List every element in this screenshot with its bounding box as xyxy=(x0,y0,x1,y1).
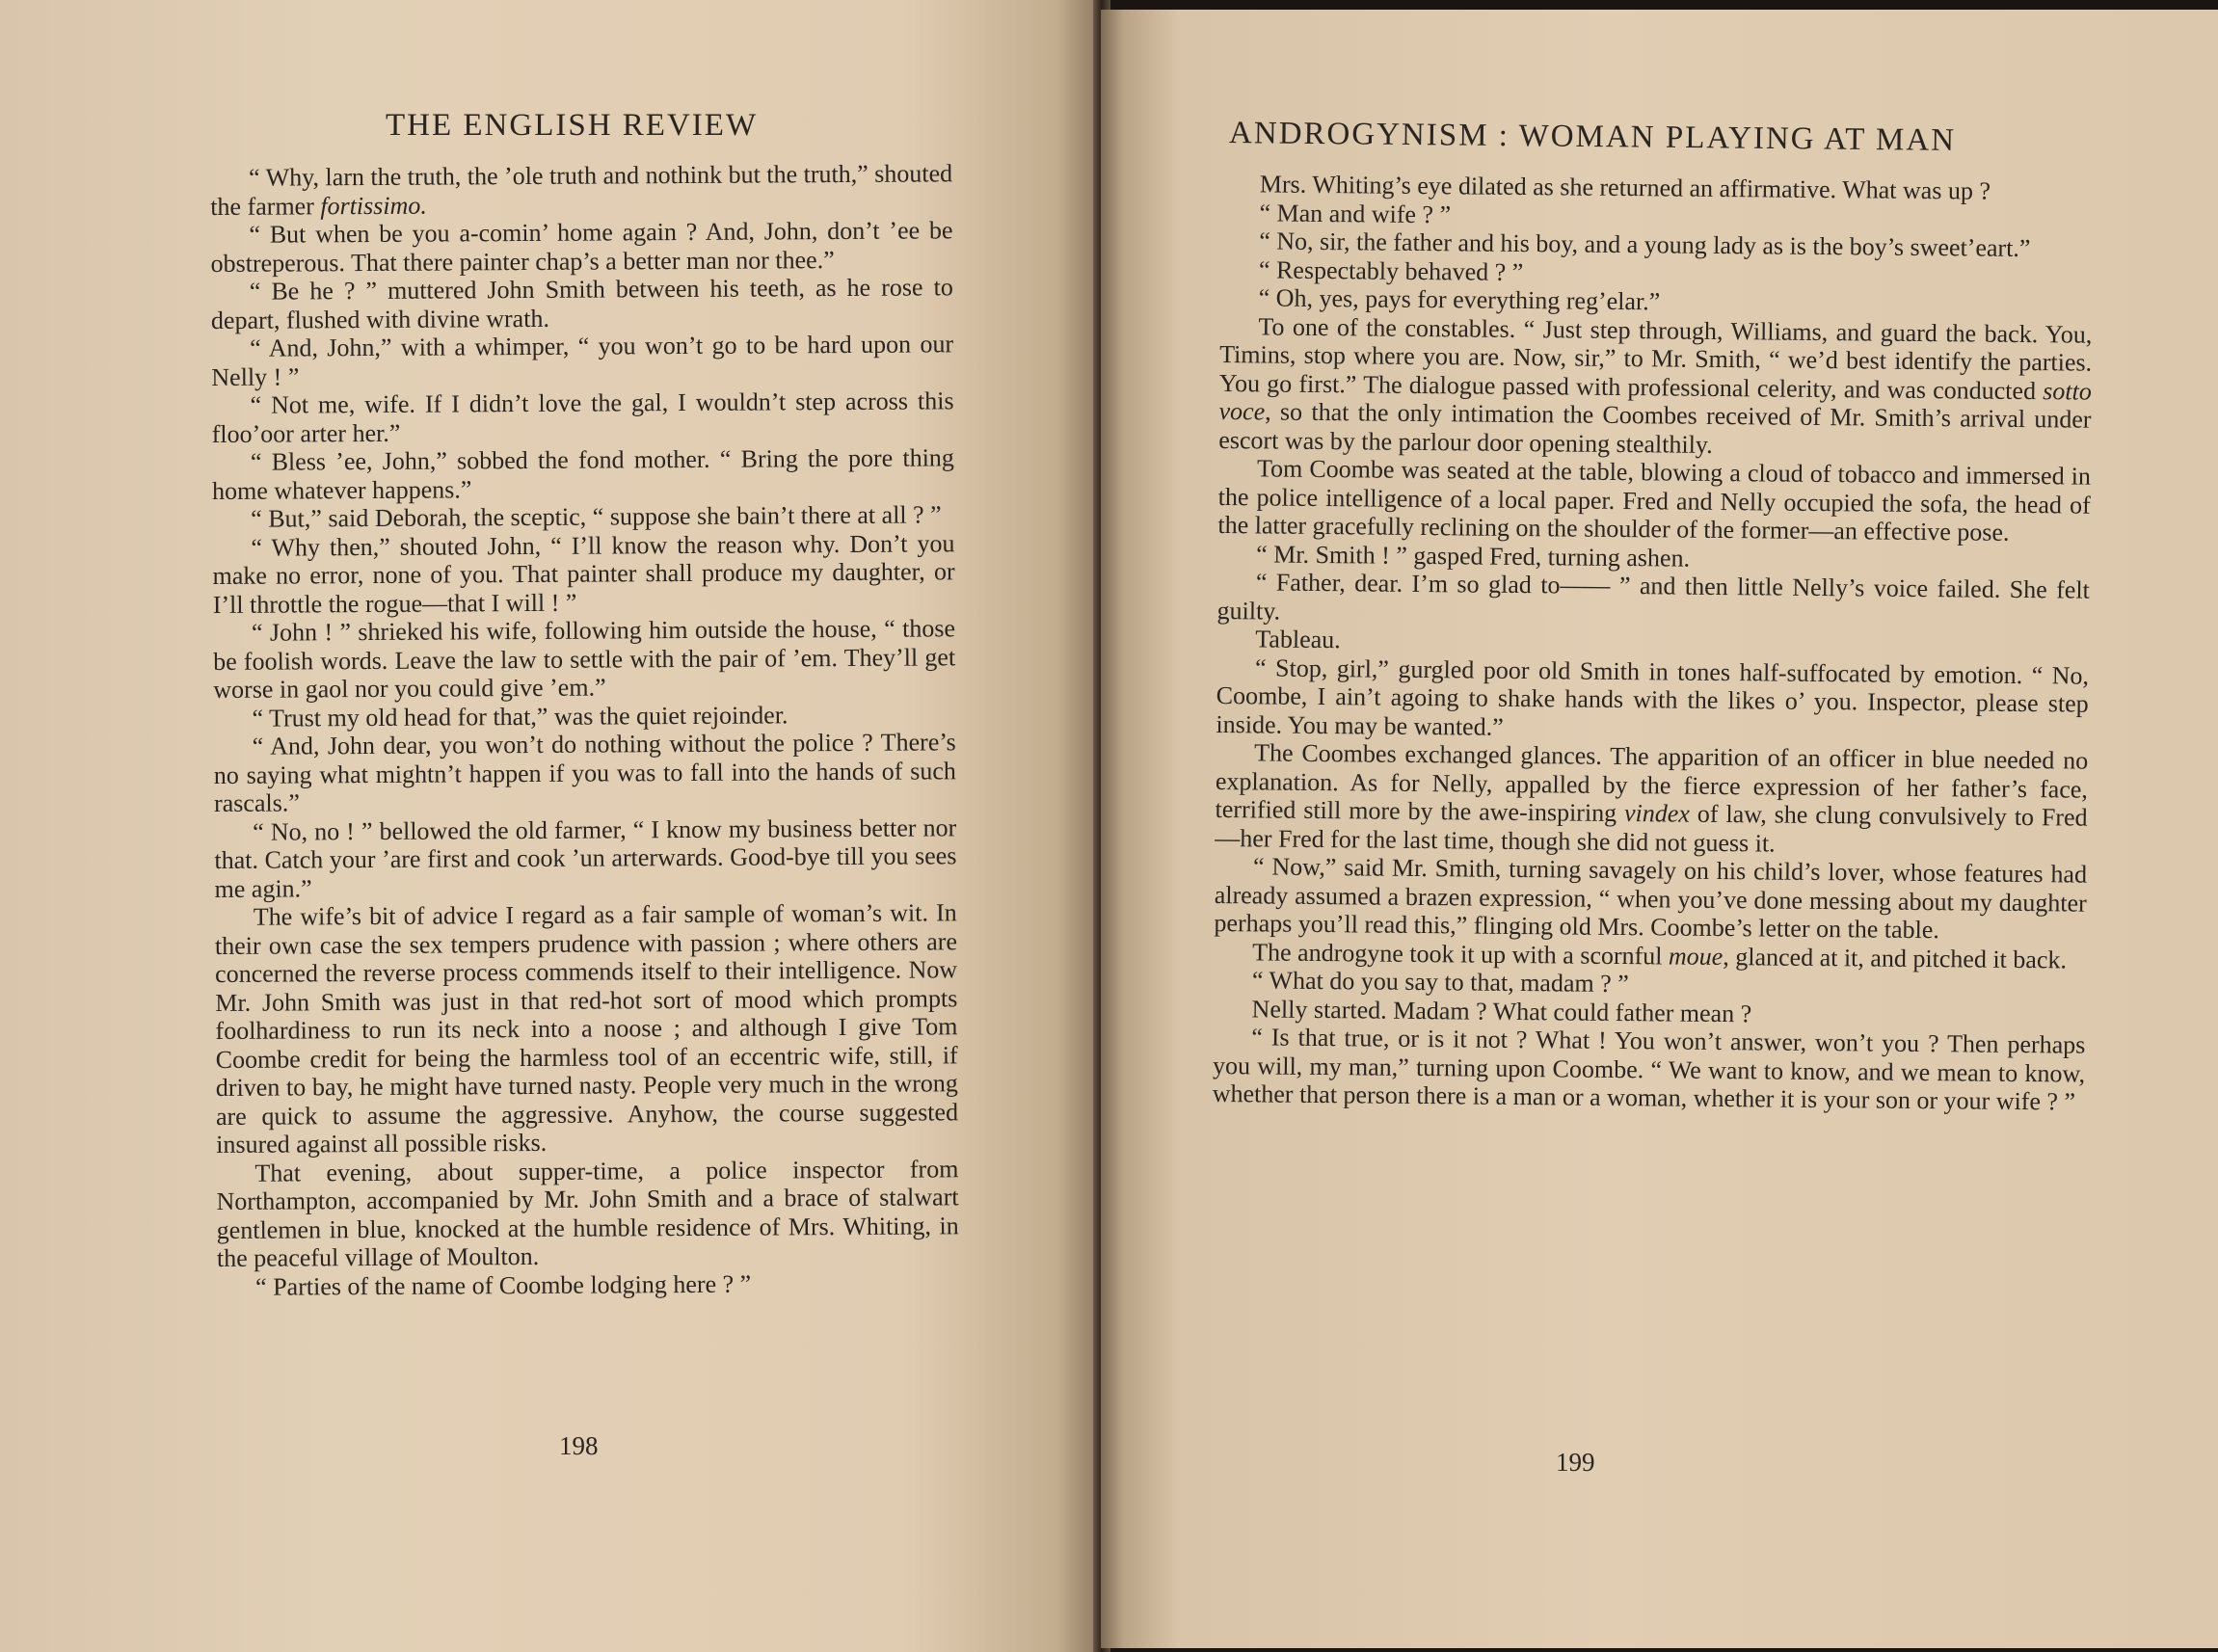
italic-text: moue xyxy=(1668,941,1724,971)
text-run: “ Father, dear. I’m so glad to—— ” and then little Nelly’s voice failed. She felt guilty. xyxy=(1216,568,2090,626)
text-run: Mrs. Whiting’s eye dilated as she returned an affirmative. What was up ? xyxy=(1259,170,1991,205)
right-page xyxy=(1101,10,2218,1648)
paragraph xyxy=(212,443,954,505)
text-run: “ John ! ” shrieked his wife, following him outside the house, “ those be foolish words. Leave the law to settle with the pair of ’em. They’ll get worse in gaol nor you could give ’em.” xyxy=(213,614,956,704)
text-run: “ But,” said Deborah, the sceptic, “ suppose she bain’t there at all ? ” xyxy=(251,500,942,533)
page-number-left: 198 xyxy=(559,1431,599,1460)
paragraph xyxy=(210,159,952,221)
left-page xyxy=(0,0,1101,1652)
paragraph xyxy=(1217,454,2091,547)
text-run: “ Respectably behaved ? ” xyxy=(1258,254,1524,286)
text-run: , so that the only intimation the Coombes received of Mr. Smith’s arrival under escort was by the parlour door opening stealthily. xyxy=(1218,397,2092,459)
text-run: To one of the constables. “ Just step through, Williams, and guard the back. You, Timins, stop where you are. Now, sir,” to Mr. Smith, “ we’d best identify the parties. You go first.” The dialogue passed with professional celerity, and was conducted xyxy=(1218,311,2093,405)
paragraph xyxy=(212,500,954,533)
text-run: “ Mr. Smith ! ” gasped Fred, turning ashen. xyxy=(1256,539,1691,573)
paragraph xyxy=(213,700,955,733)
italic-text: vindex xyxy=(1623,799,1691,828)
text-run: “ Be he ? ” muttered John Smith between his teeth, as he rose to depart, flushed with divine wrath. xyxy=(210,273,953,334)
paragraph xyxy=(1214,852,2087,946)
paragraph xyxy=(214,813,957,903)
text-run: “ Bless ’ee, John,” sobbed the fond mother. “ Bring the pore thing home whatever happens.” xyxy=(211,443,954,505)
italic-text: sotto voce xyxy=(1218,376,2092,426)
right-page-body xyxy=(1213,170,2094,1116)
paragraph xyxy=(1213,1023,2086,1116)
text-run: “ Now,” said Mr. Smith, turning savagely on his child’s lover, whose features had already assumed a brazen expression, “ when you’ve done messing about my daughter perhaps you’ll read this,” flinging old Mrs. Coombe’s letter on the table. xyxy=(1214,852,2088,945)
paragraph xyxy=(1218,311,2092,462)
text-run: of law, she clung convulsively to Fred—her Fred for the last time, though she did not guess it. xyxy=(1215,799,2088,858)
text-run: “ Man and wife ? ” xyxy=(1259,198,1452,228)
paragraph xyxy=(210,216,952,278)
paragraph xyxy=(1215,738,2088,861)
text-run: “ And, John,” with a whimper, “ you won’t go to be hard upon our Nelly ! ” xyxy=(211,330,954,391)
text-run: “ Why, larn the truth, the ’ole truth and nothink but the truth,” shouted the farmer xyxy=(210,159,953,221)
text-run: “ No, no ! ” bellowed the old farmer, “ I know my business better nor that. Catch your ’are first and cook ’un arterwards. Good-bye till you sees me agin.” xyxy=(214,813,957,903)
page-number-right: 199 xyxy=(1556,1448,1595,1477)
paragraph xyxy=(214,728,957,817)
paragraph xyxy=(213,614,956,704)
text-run: “ Trust my old head for that,” was the quiet rejoinder. xyxy=(252,700,788,733)
text-run: “ But when be you a-comin’ home again ? And, John, don’t ’ee be obstreperous. That there painter chap’s a better man nor thee.” xyxy=(210,216,953,278)
paragraph xyxy=(211,330,953,391)
text-run: “ And, John dear, you won’t do nothing without the police ? There’s no saying what mightn’t happen if you was to fall into the hands of such rascals.” xyxy=(213,728,956,817)
paragraph xyxy=(215,898,959,1159)
left-page-body xyxy=(210,159,959,1301)
paragraph xyxy=(1216,653,2089,746)
text-run: “ Oh, yes, pays for everything reg’elar.” xyxy=(1258,283,1661,316)
text-run: Tom Coombe was seated at the table, blowing a cloud of tobacco and immersed in the police intelligence of a local paper. Fred and Nelly occupied the sofa, the head of the latter gracefully reclining on the shoulder of the former—an effective pose. xyxy=(1217,454,2092,546)
running-head-right: ANDROGYNISM : WOMAN PLAYING AT MAN xyxy=(1228,116,1957,158)
text-run: “ No, sir, the father and his boy, and a young lady as is the boy’s sweet’eart.” xyxy=(1259,226,2031,263)
text-run: Tableau. xyxy=(1255,625,1341,654)
paragraph xyxy=(1216,568,2090,633)
text-run: “ Parties of the name of Coombe lodging here ? ” xyxy=(255,1269,752,1301)
paragraph xyxy=(216,1155,959,1273)
text-run: “ Not me, wife. If I didn’t love the gal, I wouldn’t step across this floo’oor arter her.” xyxy=(211,386,954,448)
paragraph xyxy=(217,1268,959,1301)
text-run: , glanced at it, and pitched it back. xyxy=(1723,942,2068,973)
text-run: The wife’s bit of advice I regard as a fair sample of woman’s wit. In their own case the sex tempers prudence with passion ; where others are concerned the reverse process commends itself to their intelligence. Now Mr. John Smith was just in that red-hot sort of mood which prompts foolhardiness to run its neck into a noose ; and although I give Tom Coombe credit for being the harmless tool of an eccentric wife, still, if driven to bay, he might have turned nasty. People very much in the wrong are quick to assume the aggressive. Anyhow, the course suggested insured against all possible risks. xyxy=(214,898,959,1159)
text-run: “ Is that true, or is it not ? What ! You won’t answer, won’t you ? Then perhaps you will, my man,” turning upon Coombe. “ We want to know, and we mean to know, whether that person there is a man or a woman, whether it is your son or your wife ? ” xyxy=(1212,1023,2086,1116)
text-run: “ What do you say to that, madam ? ” xyxy=(1251,966,1629,999)
paragraph xyxy=(212,529,955,619)
text-run: The androgyne took it up with a scornful xyxy=(1252,937,1670,970)
text-run: “ Stop, girl,” gurgled poor old Smith in tones half-suffocated by emotion. “ No, Coombe, I ain’t agoing to shake hands with the likes o’ you. Inspector, please step inside. You may be wanted.” xyxy=(1216,653,2090,741)
text-run: Nelly started. Madam ? What could father mean ? xyxy=(1251,994,1752,1027)
paragraph xyxy=(211,386,953,448)
text-run: “ Why then,” shouted John, “ I’ll know the reason why. Don’t you make no error, none of you. That painter shall produce my daughter, or I’ll throttle the rogue—that I will ! ” xyxy=(212,528,955,619)
running-head-left: THE ENGLISH REVIEW xyxy=(386,108,759,143)
paragraph xyxy=(211,273,953,334)
italic-text: fortissimo. xyxy=(320,191,427,220)
text-run: That evening, about supper-time, a police inspector from Northampton, accompanied by Mr. John Smith and a brace of stalwart gentlemen in blue, knocked at the humble residence of Mrs. Whiting, in the peaceful village of Moulton. xyxy=(216,1154,959,1272)
text-run: The Coombes exchanged glances. The apparition of an officer in blue needed no explanation. As for Nelly, appalled by the fierce expression of her father’s face, terrified still more by the awe-inspiring xyxy=(1215,738,2089,828)
